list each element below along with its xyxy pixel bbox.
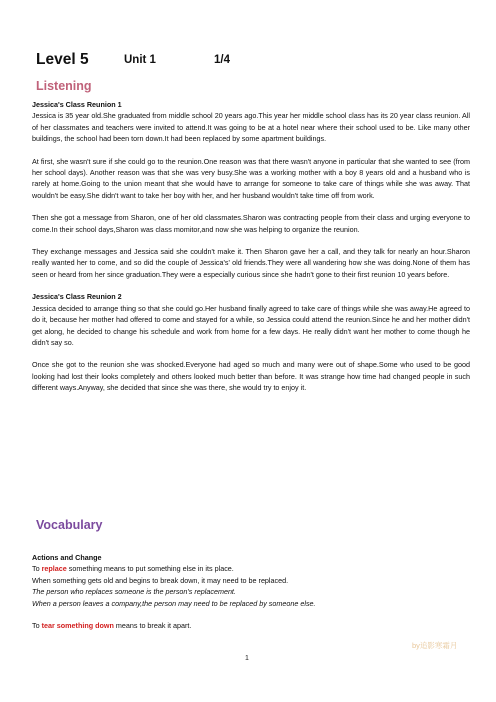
- vocab-subtitle: Actions and Change: [32, 553, 102, 562]
- unit-label: Unit 1: [124, 54, 156, 66]
- story1-paragraph-3: Then she got a message from Sharon, one of her old classmates.Sharon was contracting people from their class and urging everyone to come.In their school days,Sharon was class momitor,and now she was helping to organize the reunion.: [32, 213, 470, 234]
- vocab-line-1: To replace something means to put something else in its place.: [32, 564, 234, 574]
- vocab-line-5: To tear something down means to break it apart.: [32, 621, 192, 631]
- story2-title: Jessica's Class Reunion 2: [32, 292, 122, 302]
- page-number: 1: [245, 655, 249, 662]
- story1-paragraph-1: Jessica is 35 year old.She graduated from middle school 20 years ago.This year her middle school class has its 20 year class reunion. All of her classmates and teachers were invited to attend.It was going to be at a hotel near where their school used to be. Like many other buildings, the school had been torn down.It had been replaced by some apartment buildings.: [32, 111, 470, 144]
- listening-section: [32, 99, 470, 394]
- watermark: by追影寒霜月: [412, 641, 458, 650]
- keyword-tear-down: tear something down: [41, 621, 114, 631]
- listening-heading: Listening: [36, 79, 92, 93]
- story1-title: Jessica's Class Reunion 1: [32, 100, 122, 109]
- story1-paragraph-4: They exchange messages and Jessica said she couldn't make it. Then Sharon gave her a call, and they talk for nearly an hour.Sharon really wanted her to come, and so did the couple of Jessica's' old friends.They were all wandering how she was doing.None of them has seen or heard from her since graduation.They were a especially curious since she hadn't gone to their first reunion 10 years before.: [32, 247, 470, 279]
- keyword-replace: replace: [41, 564, 67, 574]
- vocabulary-section: [32, 552, 470, 631]
- vocabulary-heading: Vocabulary: [36, 518, 103, 532]
- vocab-line-2: When something gets old and begins to break down, it may need to be replaced.: [32, 575, 289, 585]
- vocab-line-3: The person who replaces someone is the person's replacement.: [32, 587, 236, 597]
- story2-paragraph-2: Once she got to the reunion she was shocked.Everyone had aged so much and many were out of shape.Some who used to be good looking had lost their looks completely and others looked much better than before. It was strange how time had changed people in such different ways.Anyway, she decided that since she was there, she would try to enjoy it.: [32, 360, 470, 393]
- vocab-line-4: When a person leaves a company,the person may need to be replaced by someone else.: [32, 598, 316, 608]
- level-label: Level 5: [36, 51, 89, 68]
- story2-paragraph-1: Jessica decided to arrange thing so that she could go.Her husband finally agreed to take care of things while she was away.He agreed to do it, because her mother had offered to come and stayed for a while, so Jessica could attend the reunion.Since he and her mother didn't get along, he decided to change his schedule and work from home for a few days. He really didn't want her mother to come though he didn't say so.: [32, 303, 470, 347]
- story1-paragraph-2: At first, she wasn't sure if she could go to the reunion.One reason was that there wasn't anyone in particular that she wanted to see (from her school days). Another reason was that she was very busy.She was a working mother with a boy 8 years old and a husband who is rarely at home.Going to the union meant that she would have to arrange for someone to take care of things while she was away. That wouldn't be easy.She didn't want to take her boy with her, and her husband wouldn't take time off from work.: [32, 156, 470, 200]
- part-label: 1/4: [214, 54, 230, 66]
